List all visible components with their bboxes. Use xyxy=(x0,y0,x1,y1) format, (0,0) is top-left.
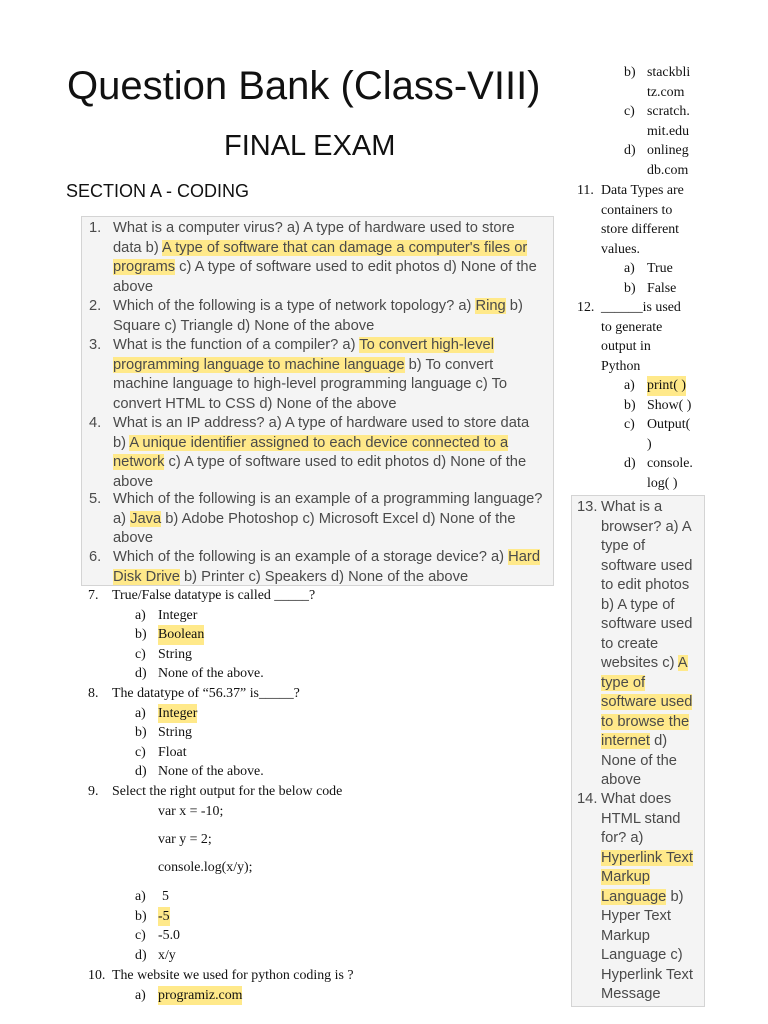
question-text: Which of the following is an example of a programming language? a) Java b) Adobe Photoshop c) Microsoft Excel d) None of the above xyxy=(113,491,543,546)
question-text: Select the right output for the below code xyxy=(112,784,343,799)
code-line: var y = 2; xyxy=(158,832,212,847)
question-6: 6. Which of the following is an example of a storage device? a) Hard Disk Drive b) Printer c) Speakers d) None of the above xyxy=(89,548,545,587)
answer-highlight: A type of software used to browse the internet xyxy=(601,655,693,749)
question-text: store different xyxy=(601,222,680,237)
question-text: What is the function of a compiler? a) To convert high-level programming language to machine language b) To convert machine language to high-level programming language c) To convert HTML to CSS d) None of the above xyxy=(113,337,508,412)
question-13: 13. What is a browser? a) A type of software used to edit photos b) A type of software used to create websites c) A type of software used to browse the internet d) None of the above xyxy=(577,498,701,791)
answer-highlight: -5 xyxy=(158,907,170,927)
question-text: Python xyxy=(601,358,641,374)
answer-highlight: Hyperlink Text Markup Language xyxy=(601,849,693,905)
answer-highlight: To convert high-level programming language to machine language xyxy=(113,337,494,373)
question-text: True/False datatype is called _____? xyxy=(112,588,316,603)
answer-highlight: Ring xyxy=(475,298,506,314)
mcq-block-1-6 xyxy=(81,216,554,586)
question-text: The datatype of “56.37” is_____? xyxy=(112,686,300,701)
question-text: What is an IP address? a) A type of hardware used to store data b) A unique identifier assigned to each device connected to a network c) A type of software used to edit photos d) None of the above xyxy=(113,415,530,490)
question-3: 3. What is the function of a compiler? a) To convert high-level programming language to machine language b) To convert machine language to high-level programming language c) To convert HTML to CSS d) None of the above xyxy=(89,336,545,414)
answer-highlight: programiz.com xyxy=(158,986,242,1006)
question-text: to generate xyxy=(601,319,663,335)
question-4: 4. What is an IP address? a) A type of hardware used to store data b) A unique identifier assigned to each device connected to a network c) A type of software used to edit photos d) None of the above xyxy=(89,414,545,492)
answer-highlight: Boolean xyxy=(158,625,204,645)
answer-highlight: Java xyxy=(130,510,162,527)
answer-highlight: Hard Disk Drive xyxy=(113,549,540,585)
question-text: What is a computer virus? a) A type of hardware used to store data b) A type of software that can damage a computer's files or programs c) A type of software used to edit photos d) None of the above xyxy=(113,220,537,295)
question-text: containers to xyxy=(601,202,673,218)
mcq-block-13-14 xyxy=(571,495,705,1007)
question-text: Data Types are xyxy=(601,183,684,198)
document-title: Question Bank (Class-VIII) xyxy=(67,64,541,108)
section-heading: SECTION A - CODING xyxy=(66,181,250,201)
exam-subtitle: FINAL EXAM xyxy=(224,130,396,162)
answer-highlight: A unique identifier assigned to each device connected to a network xyxy=(113,434,509,470)
question-text: The website we used for python coding is ? xyxy=(112,968,354,983)
question-text: What is a browser? a) A type of software used to edit photos b) A type of software used to create websites c) A type of software used to browse the internet d) None of the above xyxy=(601,499,693,788)
question-14: 14. What does HTML stand for? a) Hyperlink Text Markup Language b) Hyper Text Markup Language c) Hyperlink Text Message xyxy=(577,790,701,1005)
question-text: ______is used xyxy=(601,300,681,315)
code-line: console.log(x/y); xyxy=(158,860,253,875)
question-text: Which of the following is a type of network topology? a) Ring b) Square c) Triangle d) None of the above xyxy=(113,298,523,334)
question-2: 2. Which of the following is a type of network topology? a) Ring b) Square c) Triangle d) None of the above xyxy=(89,297,545,336)
question-text: output in xyxy=(601,339,651,354)
question-text: values. xyxy=(601,241,640,257)
answer-highlight: A type of software that can damage a computer's files or programs xyxy=(113,239,528,275)
answer-highlight: Integer xyxy=(158,704,197,724)
answer-highlight: print( ) xyxy=(647,376,686,396)
question-1: 1. What is a computer virus? a) A type of hardware used to store data b) A type of software that can damage a computer's files or programs c) A type of software used to edit photos d) None of the above xyxy=(89,219,545,297)
question-5: 5. Which of the following is an example of a programming language? a) Java b) Adobe Photoshop c) Microsoft Excel d) None of the above xyxy=(89,490,545,549)
code-line: var x = -10; xyxy=(158,804,224,819)
question-text: Which of the following is an example of a storage device? a) Hard Disk Drive b) Printer c) Speakers d) None of the above xyxy=(113,549,540,585)
question-text: What does HTML stand for? a) Hyperlink Text Markup Language b) Hyper Text Markup Language c) Hyperlink Text Message xyxy=(601,791,693,1002)
